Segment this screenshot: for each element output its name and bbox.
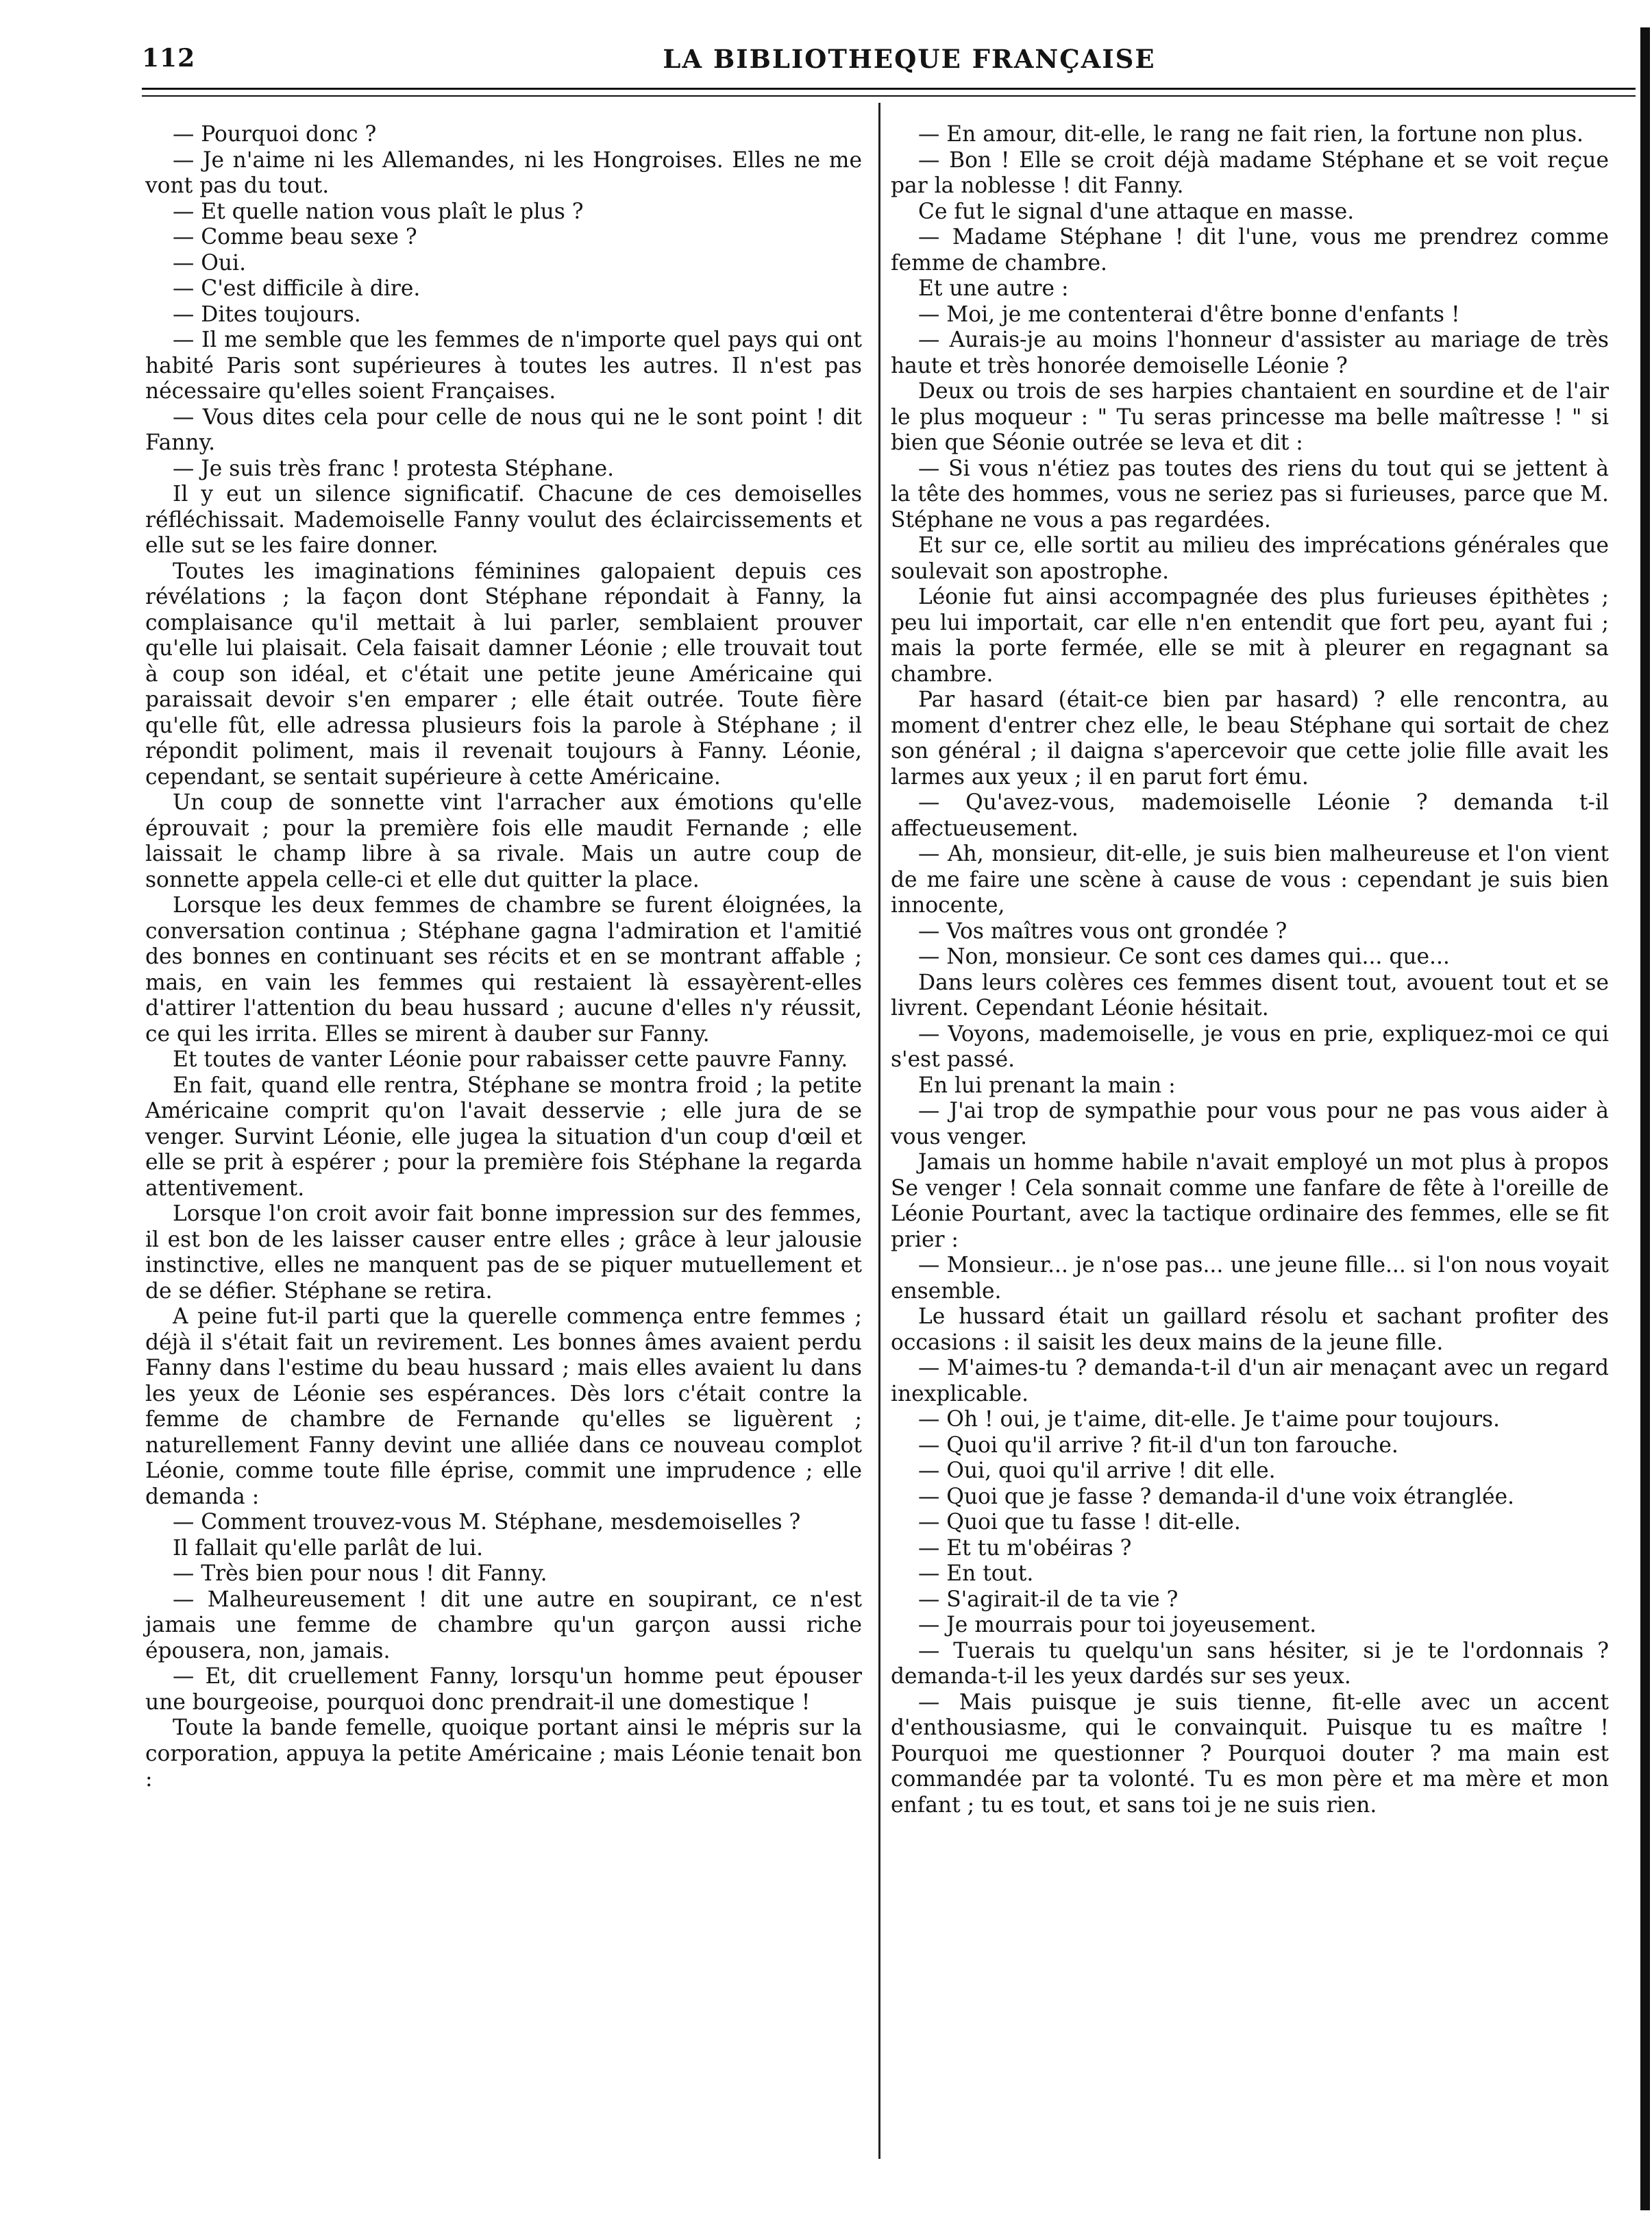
paragraph: — Si vous n'étiez pas toutes des riens du tout qui se jettent à la tête des hommes, vous ne seriez pas si furieuses, parce que M. Stéphane ne vous a pas regardées. <box>891 456 1609 533</box>
paragraph: — Bon ! Elle se croit déjà madame Stéphane et se voit reçue par la noblesse ! dit Fanny. <box>891 147 1609 198</box>
paragraph: — Mais puisque je suis tienne, fit-elle avec un accent d'enthousiasme, qui le convainquit. Puisque tu es maître ! Pourquoi me questionner ? Pourquoi douter ? ma main est commandée par ta volonté. Tu es mon père et ma mère et mon enfant ; tu es tout, et sans toi je ne suis rien. <box>891 1689 1609 1818</box>
running-title: LA BIBLIOTHEQUE FRANÇAISE <box>663 44 1156 74</box>
paragraph: — Madame Stéphane ! dit l'une, vous me prendrez comme femme de chambre. <box>891 225 1609 276</box>
paragraph: — Aurais-je au moins l'honneur d'assister au mariage de très haute et très honorée demoiselle Léonie ? <box>891 328 1609 378</box>
paragraph: — Quoi que tu fasse ! dit-elle. <box>918 1510 1241 1535</box>
paragraph: — Très bien pour nous ! dit Fanny. <box>173 1561 547 1586</box>
header-rule-bottom <box>142 95 1636 97</box>
paragraph: Un coup de sonnette vint l'arracher aux émotions qu'elle éprouvait ; pour la première fois elle maudit Fernande ; elle laissait le champ libre à sa rivale. Mais un autre coup de sonnette appela celle-ci et elle dut quitter la place. <box>145 790 862 892</box>
paragraph: — Oh ! oui, je t'aime, dit-elle. Je t'aime pour toujours. <box>918 1407 1500 1432</box>
paragraph: Et sur ce, elle sortit au milieu des imprécations générales que soulevait son apostrophe. <box>891 533 1609 584</box>
paragraph: — En tout. <box>918 1561 1034 1586</box>
header-rule-top <box>142 88 1636 90</box>
paragraph: A peine fut-il parti que la querelle commença entre femmes ; déjà il s'était fait un revirement. Les bonnes âmes avaient perdu Fanny dans l'estime du beau hussard ; mais elles avaient lu dans les yeux de Léonie ses espérances. Dès lors c'était contre la femme de chambre de Fernande qu'elles se liguèrent ; naturellement Fanny devint une alliée dans ce nouveau complot Léonie, comme toute fille éprise, commit une imprudence ; elle demanda : <box>145 1304 862 1509</box>
paragraph: — Quoi que je fasse ? demanda-il d'une voix étranglée. <box>918 1484 1515 1509</box>
paragraph: En fait, quand elle rentra, Stéphane se montra froid ; la petite Américaine comprit qu'on l'avait desservie ; elle jura de se venger. Survint Léonie, elle jugea la situation d'un coup d'œil et elle se prit à espérer ; pour la première fois Stéphane la regarda attentivement. <box>145 1073 862 1201</box>
paragraph: — Qu'avez-vous, mademoiselle Léonie ? demanda t-il affectueusement. <box>891 790 1609 841</box>
paragraph: — Malheureusement ! dit une autre en soupirant, ce n'est jamais une femme de chambre qu'un garçon aussi riche épousera, non, jamais. <box>145 1587 862 1663</box>
page-header <box>142 44 1636 85</box>
paragraph: — Tuerais tu quelqu'un sans hésiter, si je te l'ordonnais ? demanda-t-il les yeux dardés sur ses yeux. <box>891 1638 1609 1689</box>
page-edge-bar <box>1640 27 1650 2210</box>
paragraph: — Moi, je me contenterai d'être bonne d'enfants ! <box>918 302 1460 327</box>
column-separator <box>878 103 880 2159</box>
paragraph: Jamais un homme habile n'avait employé un mot plus à propos Se venger ! Cela sonnait comme une fanfare de fête à l'oreille de Léonie Pourtant, avec la tactique ordinaire des femmes, elle se fit prier : <box>891 1150 1609 1252</box>
paragraph: — Ah, monsieur, dit-elle, je suis bien malheureuse et l'on vient de me faire une scène à cause de vous : cependant je suis bien innocente, <box>891 842 1609 918</box>
paragraph: Léonie fut ainsi accompagnée des plus furieuses épithètes ; peu lui importait, car elle n'en entendit que fort peu, ayant fui ; mais la porte fermée, elle se mit à pleurer en regagnant sa chambre. <box>891 585 1609 687</box>
paragraph: — J'ai trop de sympathie pour vous pour ne pas vous aider à vous venger. <box>891 1099 1609 1149</box>
paragraph: Lorsque les deux femmes de chambre se furent éloignées, la conversation continua ; Stéphane gagna l'admiration et l'amitié des bonnes en continuant ses récits et en se montrant affable ; mais, en vain les femmes qui restaient là essayèrent-elles d'attirer l'attention du beau hussard ; aucune d'elles n'y réussit, ce qui les irrita. Elles se mirent à dauber sur Fanny. <box>145 893 862 1047</box>
paragraph: — Je suis très franc ! protesta Stéphane. <box>173 456 615 481</box>
paragraph: Et une autre : <box>918 276 1069 301</box>
paragraph: — Je mourrais pour toi joyeusement. <box>918 1613 1317 1637</box>
paragraph: — Oui, quoi qu'il arrive ! dit elle. <box>918 1458 1276 1483</box>
paragraph: — Il me semble que les femmes de n'importe quel pays qui ont habité Paris sont supérieures à toutes les autres. Il n'est pas nécessaire qu'elles soient Françaises. <box>145 328 862 404</box>
paragraph: Le hussard était un gaillard résolu et sachant profiter des occasions : il saisit les deux mains de la jeune fille. <box>891 1304 1609 1355</box>
paragraph: Lorsque l'on croit avoir fait bonne impression sur des femmes, il est bon de les laisser causer entre elles ; grâce à leur jalousie instinctive, elles ne manquent pas de se piquer mutuellement et de se défier. Stéphane se retira. <box>145 1201 862 1304</box>
paragraph: — Vos maîtres vous ont grondée ? <box>918 918 1287 944</box>
paragraph: — Je n'aime ni les Allemandes, ni les Hongroises. Elles ne me vont pas du tout. <box>145 147 862 198</box>
paragraph: — Voyons, mademoiselle, je vous en prie, expliquez-moi ce qui s'est passé. <box>891 1021 1609 1072</box>
paragraph: — C'est difficile à dire. <box>173 276 421 301</box>
paragraph: — M'aimes-tu ? demanda-t-il d'un air menaçant avec un regard inexplicable. <box>891 1356 1609 1406</box>
paragraph: — Et, dit cruellement Fanny, lorsqu'un homme peut épouser une bourgeoise, pourquoi donc prendrait-il une domestique ! <box>145 1664 862 1715</box>
paragraph: — Oui. <box>173 250 247 276</box>
paragraph: — Et tu m'obéiras ? <box>918 1535 1132 1561</box>
paragraph: Il y eut un silence significatif. Chacune de ces demoiselles réfléchissait. Mademoiselle Fanny voulut des éclaircissements et elle sut se les faire donner. <box>145 482 862 558</box>
paragraph: — Monsieur... je n'ose pas... une jeune fille... si l'on nous voyait ensemble. <box>891 1253 1609 1304</box>
paragraph: Par hasard (était-ce bien par hasard) ? elle rencontra, au moment d'entrer chez elle, le beau Stéphane qui sortait de chez son général ; il daigna s'apercevoir que cette jolie fille avait les larmes aux yeux ; il en parut fort ému. <box>891 687 1609 790</box>
paragraph: — Et quelle nation vous plaît le plus ? <box>173 199 584 224</box>
paragraph: — Vous dites cela pour celle de nous qui ne le sont point ! dit Fanny. <box>145 404 862 455</box>
paragraph: En lui prenant la main : <box>918 1073 1176 1098</box>
left-column <box>145 122 862 1793</box>
paragraph: — Quoi qu'il arrive ? fit-il d'un ton farouche. <box>918 1432 1398 1458</box>
paragraph: Dans leurs colères ces femmes disent tout, avouent tout et se livrent. Cependant Léonie hésitait. <box>891 970 1609 1021</box>
paragraph: — Comme beau sexe ? <box>173 225 417 249</box>
page-number: 112 <box>142 44 196 73</box>
paragraph: Toutes les imaginations féminines galopaient depuis ces révélations ; la façon dont Stéphane répondait à Fanny, la complaisance qu'il mettait à lui parler, semblaient prouver qu'elle lui plaisait. Cela faisait damner Léonie ; elle trouvait tout à coup son idéal, et c'était une petite jeune Américaine qui paraissait devoir s'en emparer ; elle était outrée. Toute fière qu'elle fût, elle adressa plusieurs fois la parole à Stéphane ; il répondit poliment, mais il revenait toujours à Fanny. Léonie, cependant, se sentait supérieure à cette Américaine. <box>145 559 862 790</box>
paragraph: — En amour, dit-elle, le rang ne fait rien, la fortune non plus. <box>918 122 1583 147</box>
paragraph: Il fallait qu'elle parlât de lui. <box>173 1535 484 1561</box>
paragraph: Et toutes de vanter Léonie pour rabaisser cette pauvre Fanny. <box>173 1047 848 1072</box>
paragraph: — Pourquoi donc ? <box>173 122 377 147</box>
paragraph: — Non, monsieur. Ce sont ces dames qui... que... <box>918 944 1450 969</box>
paragraph: — Dites toujours. <box>173 302 361 327</box>
paragraph: — Comment trouvez-vous M. Stéphane, mesdemoiselles ? <box>173 1510 801 1535</box>
right-column <box>891 122 1609 1818</box>
paragraph: Ce fut le signal d'une attaque en masse. <box>918 199 1355 224</box>
paragraph: Deux ou trois de ses harpies chantaient en sourdine et de l'air le plus moqueur : " Tu seras princesse ma belle maîtresse ! " si bien que Séonie outrée se leva et dit : <box>891 379 1609 455</box>
paragraph: — S'agirait-il de ta vie ? <box>918 1587 1179 1612</box>
paragraph: Toute la bande femelle, quoique portant ainsi le mépris sur la corporation, appuya la petite Américaine ; mais Léonie tenait bon : <box>145 1715 862 1792</box>
